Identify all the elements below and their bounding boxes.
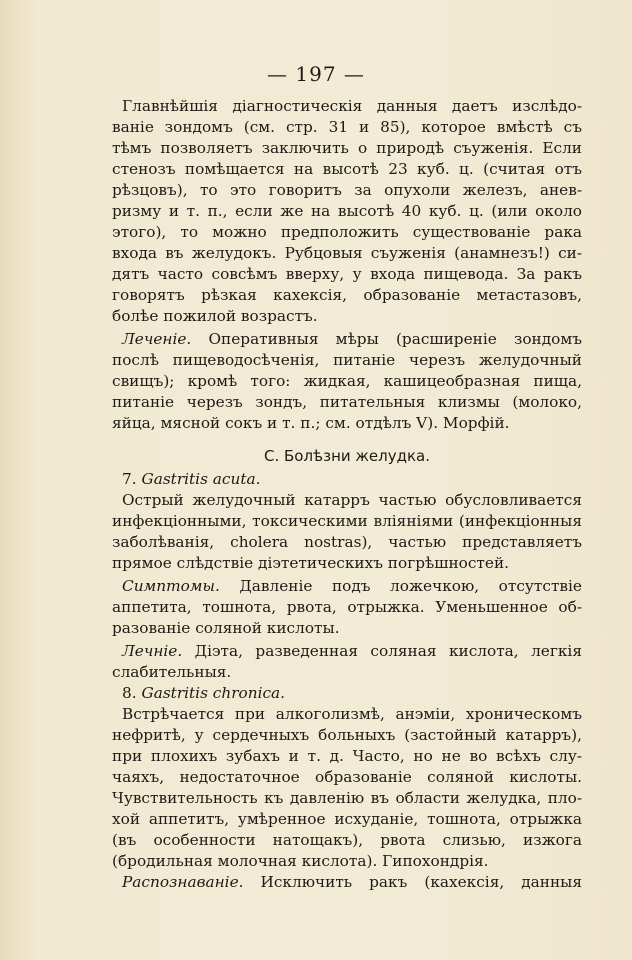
item-number: 8. [122, 684, 137, 702]
text-line: Встрѣчается при алкоголизмѣ, анэміи, хроническомъ [122, 705, 582, 723]
text-line: свищъ); кромѣ того: жидкая, кашицеобразная пища, [112, 372, 582, 390]
text-line: рѣзцовъ), то это говоритъ за опухоли железъ, анев- [112, 181, 582, 199]
text-line: послѣ пищеводосѣченія, питаніе черезъ желудочный [112, 351, 582, 369]
text-line: Чувствительность къ давленію въ области желудка, пло- [112, 789, 582, 807]
text-line: при плохихъ зубахъ и т. д. Часто, но не во всѣхъ слу- [112, 747, 582, 765]
text-span: Давленіе подъ ложечкою, отсутствіе [239, 577, 582, 595]
text-line: дятъ часто совсѣмъ вверху, у входа пищевода. За ракъ [112, 265, 582, 283]
text-line: слабительныя. [112, 663, 232, 681]
text-line: разованіе соляной кислоты. [112, 619, 340, 637]
text-line: этого), то можно предположить существованіе рака [112, 223, 582, 241]
text-line: входа въ желудокъ. Рубцовыя съуженія (анамнезъ!) си- [112, 244, 582, 262]
text-line: болѣе пожилой возрастъ. [112, 307, 318, 325]
symptoms-paragraph-first-line [112, 576, 582, 597]
text-line: ризму и т. п., если же на высотѣ 40 куб. ц. (или около [112, 202, 582, 220]
text-line: чаяхъ, недостаточное образованіе соляной кислоты. [112, 768, 582, 786]
text-span: Оперативныя мѣры (расширеніе зондомъ [208, 330, 582, 348]
text-line: ваніе зондомъ (см. стр. 31 и 85), которое вмѣстѣ съ [112, 118, 582, 136]
text-line: хой аппетитъ, умѣренное исхуданіе, тошнота, отрыжка [112, 810, 582, 828]
page-body [112, 96, 582, 893]
item-title: Gastritis chronica. [141, 684, 286, 702]
diagnosis-line [112, 872, 582, 893]
item-heading [112, 469, 582, 490]
item-number: 7. [122, 470, 137, 488]
text-line: питаніе черезъ зондъ, питательныя клизмы (молоко, [112, 393, 582, 411]
text-line: аппетита, тошнота, рвота, отрыжка. Уменьшенное об- [112, 598, 582, 616]
symptoms-label: Симптомы. [122, 577, 220, 595]
text-line: (въ особенности натощакъ), рвота слизью, изжога [112, 831, 582, 849]
text-line: говорятъ рѣзкая кахексія, образованіе метастазовъ, [112, 286, 582, 304]
item-title: Gastritis acuta. [141, 470, 261, 488]
text-line: стенозъ помѣщается на высотѣ 23 куб. ц. (считая отъ [112, 160, 582, 178]
text-line: яйца, мясной сокъ и т. п.; см. отдѣлъ V). Морфій. [112, 414, 510, 432]
treatment-label: Леченіе. [122, 330, 192, 348]
text-line: нефритѣ, у сердечныхъ больныхъ (застойный катарръ), [112, 726, 582, 744]
text-line: Главнѣйшія діагностическія данныя даетъ изслѣдо- [122, 97, 582, 115]
treatment-paragraph-first-line [112, 329, 582, 350]
text-line: (бродильная молочная кислота). Гипохондрія. [112, 852, 489, 870]
treatment-paragraph-first-line [112, 641, 582, 662]
text-span: Исключить ракъ (кахексія, данныя [260, 873, 582, 891]
page-number: — 197 — [267, 62, 365, 86]
text-line: инфекціонными, токсическими вліяніями (инфекціонныя [112, 512, 582, 530]
text-line: тѣмъ позволяетъ заключить о природѣ съуженія. Если [112, 139, 582, 157]
text-line: заболѣванія, cholera nostras), частью представляетъ [112, 533, 582, 551]
text-line: прямое слѣдствіе діэтетическихъ погрѣшностей. [112, 554, 510, 572]
diagnosis-label: Распознаваніе. [122, 873, 244, 891]
text-line: Острый желудочный катарръ частью обусловливается [122, 491, 582, 509]
section-heading: C. Болѣзни желудка. [263, 447, 431, 465]
treatment-label: Лечніе. [122, 642, 183, 660]
item-heading [112, 683, 582, 704]
text-span: Діэта, разведенная соляная кислота, легкія [194, 642, 582, 660]
